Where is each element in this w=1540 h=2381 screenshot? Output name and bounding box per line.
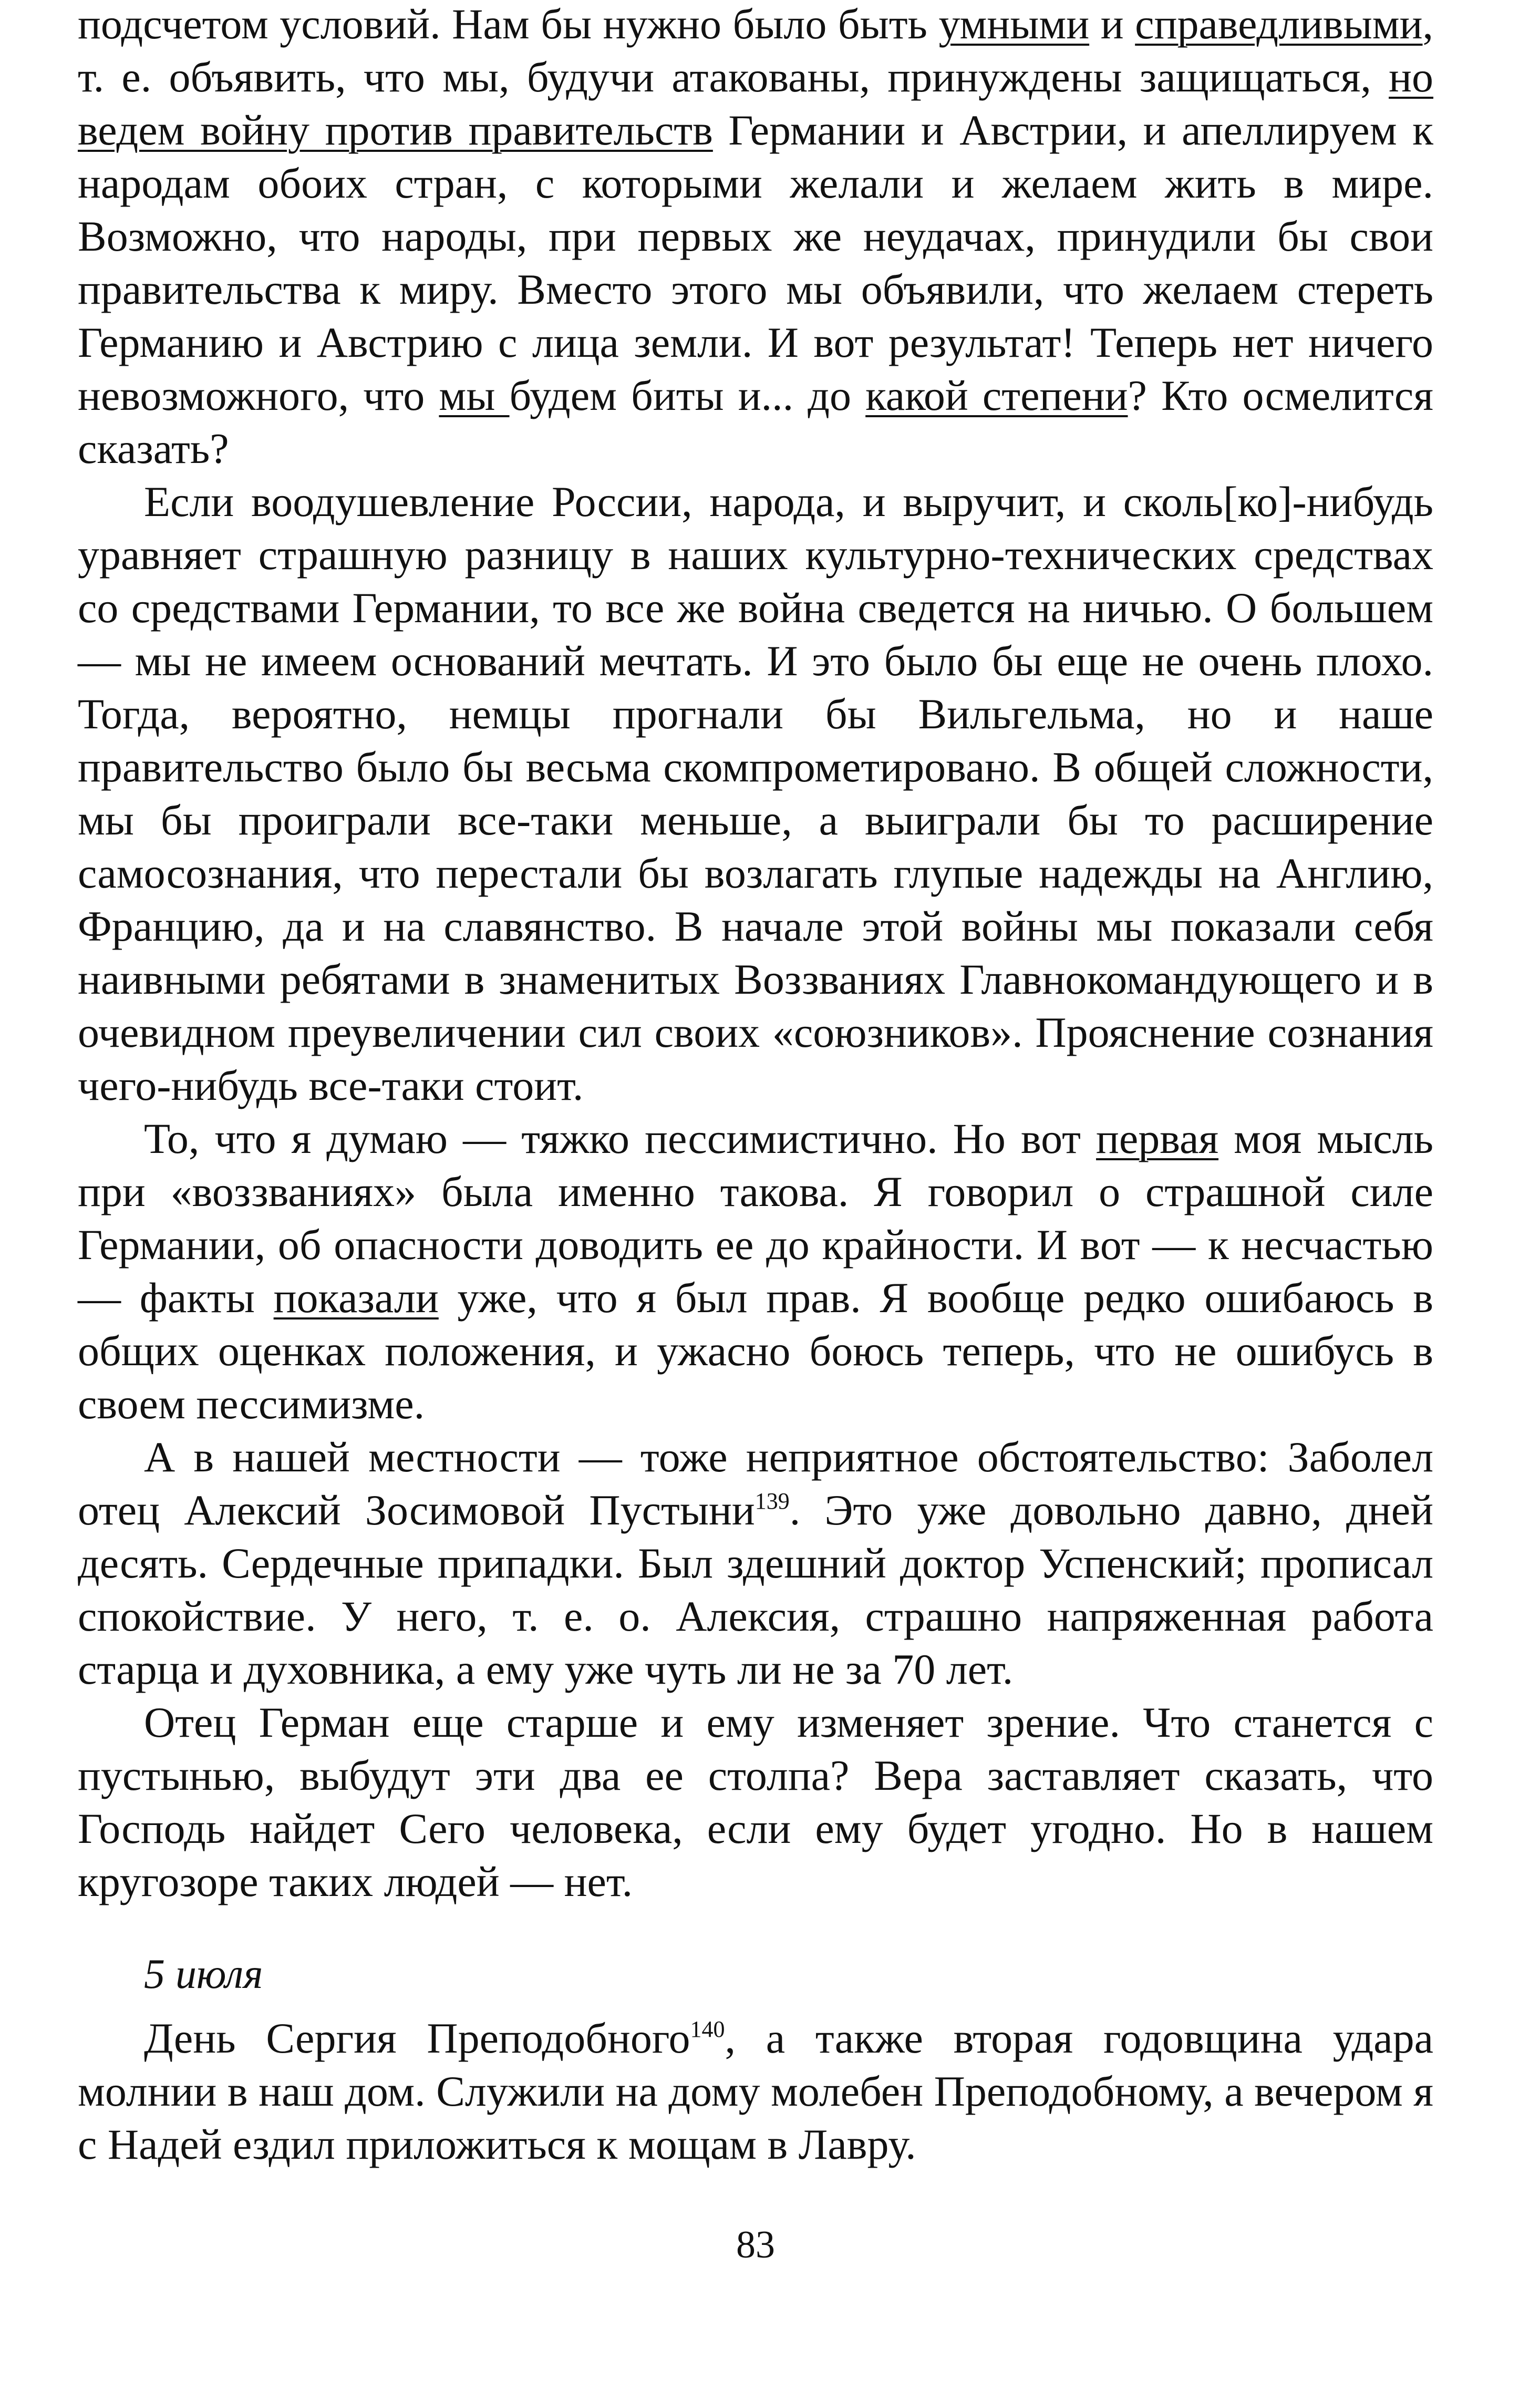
paragraph-4 <box>78 1430 1433 1696</box>
footnote-marker: 139 <box>755 1488 790 1514</box>
paragraph-1 <box>78 0 1433 475</box>
paragraph-5: Отец Герман еще старше и ему изменяет зрение. Что станется с пустынью, выбудут эти два ее столпа? Вера заставляет сказать, что Господь найдет Сего человека, если ему будет угодно. Но в нашем кругозоре таких людей — нет. <box>78 1698 1433 1905</box>
underlined-text: умными <box>938 0 1090 48</box>
paragraph-3 <box>78 1112 1433 1430</box>
text-run: . Это уже довольно давно, дней десять. Сердечные припадки. Был здешний доктор Успенский; прописал спокойствие. У него, т. е. о. Алексия, страшно напряженная работа старца и духовника, а ему уже чуть ли не за 70 лет. <box>78 1486 1433 1693</box>
underlined-text: какой степени <box>865 372 1128 419</box>
book-page <box>78 0 1433 2381</box>
text-run: День Сергия Преподобного <box>144 2014 690 2062</box>
paragraph-6 <box>78 2012 1433 2171</box>
underlined-text: мы <box>439 372 510 419</box>
footnote-marker: 140 <box>690 2016 725 2042</box>
text-run: ? Кто осмелится сказать? <box>78 372 1433 472</box>
text-run: будем биты и... до <box>509 372 866 419</box>
paragraph-2: Если воодушевление России, народа, и выручит, и сколь[ко]-нибудь уравняет страшную разницу в наших культурно-технических средствах со средствами Германии, то все же война сведется на ничью. О большем — мы не имеем оснований мечтать. И это было бы еще не очень плохо. Тогда, вероятно, немцы прогнали бы Вильгельма, но и наше правительство было бы весьма скомпрометировано. В общей сложности, мы бы проиграли все-таки меньше, а выиграли бы то расширение самосознания, что перестали бы возлагать глупые надежды на Англию, Францию, да и на славянство. В начале этой войны мы показали себя наивными ребятами в знаменитых Воззваниях Главнокомандующего и в очевидном преувеличении сил своих «союзников». Прояснение сознания чего-нибудь все-таки стоит. <box>78 478 1433 1109</box>
text-run: , т. е. объявить, что мы, будучи атакованы, принуждены защищаться, <box>78 0 1434 101</box>
underlined-text: справедливыми <box>1135 0 1423 48</box>
underlined-text: первая <box>1096 1115 1219 1162</box>
text-run: уже, что я был прав. Я вообще редко ошибаюсь в общих оценках положения, и ужасно боюсь теперь, что не ошибусь в своем пессимизме. <box>78 1274 1433 1428</box>
text-run: и <box>1089 0 1135 48</box>
text-run: А в нашей местности — тоже неприятное обстоятельство: Заболел отец Алексий Зосимовой Пустыни <box>78 1433 1433 1534</box>
diary-date-heading: 5 июля <box>144 1951 263 1997</box>
page-number: 83 <box>736 2223 775 2266</box>
text-run: , а также вторая годовщина удара молнии в наш дом. Служили на дому молебен Преподобному, а вечером я с Надей ездил приложиться к мощам в Лавру. <box>78 2014 1434 2168</box>
text-run: То, что я думаю — тяжко пессимистично. Но вот <box>144 1115 1097 1162</box>
underlined-text: показали <box>273 1274 439 1322</box>
text-run: подсчетом условий. Нам бы нужно было быть <box>78 0 939 48</box>
underlined-text: но ведем войну против правительств <box>78 53 1433 154</box>
text-run: моя мысль при «воззваниях» была именно такова. Я говорил о страшной силе Германии, об опасности доводить ее до крайности. И вот — к несчастью — факты <box>78 1115 1433 1322</box>
text-run: Германии и Австрии, и апеллируем к народам обоих стран, с которыми желали и желаем жить в мире. Возможно, что народы, при первых же неудачах, принудили бы свои правительства к миру. Вместо этого мы объявили, что желаем стереть Германию и Австрию с лица земли. И вот результат! Теперь нет ничего невозможного, что <box>78 106 1434 419</box>
